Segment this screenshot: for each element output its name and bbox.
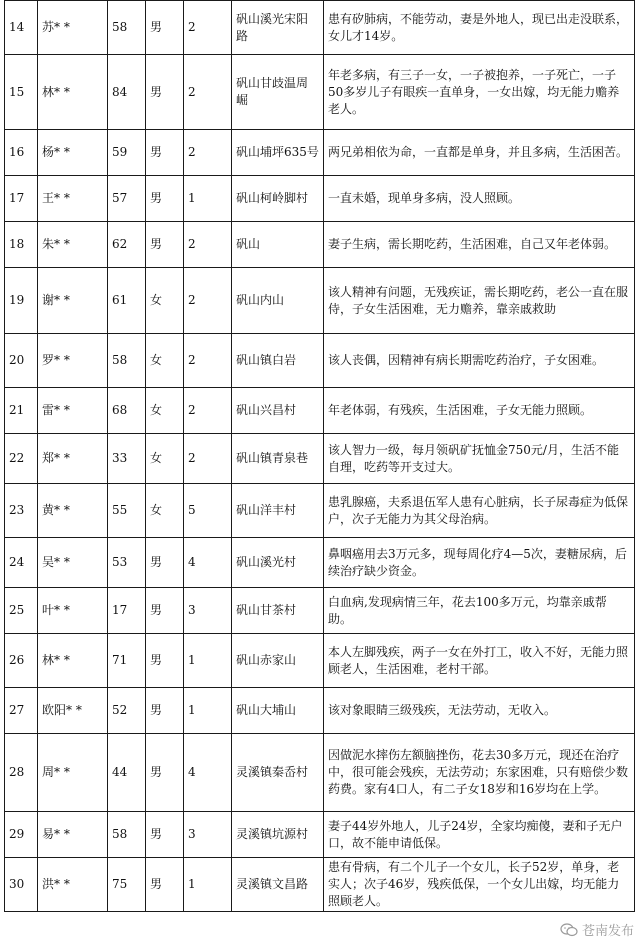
- cell-situation: 该对象眼睛三级残疾，无法劳动，无收入。: [324, 688, 635, 734]
- watermark: [560, 920, 634, 939]
- cell-household-size: 1: [184, 176, 232, 222]
- cell-name: 雷* *: [38, 388, 108, 434]
- cell-sex: 男: [146, 176, 184, 222]
- table-row: [5, 538, 635, 588]
- cell-age: 58: [108, 1, 146, 55]
- cell-household-size: 3: [184, 812, 232, 858]
- cell-name: 易* *: [38, 812, 108, 858]
- cell-household-size: 2: [184, 1, 232, 55]
- table-row: [5, 268, 635, 334]
- cell-address: 矾山甘歧温周崛: [232, 55, 324, 130]
- cell-situation: 一直未婚，现单身多病，没人照顾。: [324, 176, 635, 222]
- cell-name: 周* *: [38, 734, 108, 812]
- cell-age: 33: [108, 434, 146, 484]
- cell-name: 吴* *: [38, 538, 108, 588]
- table-row: [5, 434, 635, 484]
- cell-age: 75: [108, 858, 146, 912]
- cell-index: 21: [5, 388, 38, 434]
- cell-situation: 鼻咽癌用去3万元多，现每周化疗4—5次，妻糖尿病，后续治疗缺少资金。: [324, 538, 635, 588]
- cell-index: 24: [5, 538, 38, 588]
- cell-address: 灵溪镇秦岙村: [232, 734, 324, 812]
- cell-household-size: 2: [184, 130, 232, 176]
- cell-situation: 妻子生病，需长期吃药，生活困难，自己又年老体弱。: [324, 222, 635, 268]
- cell-address: 矾山大埔山: [232, 688, 324, 734]
- cell-age: 58: [108, 334, 146, 388]
- cell-age: 44: [108, 734, 146, 812]
- cell-name: 郑* *: [38, 434, 108, 484]
- cell-age: 68: [108, 388, 146, 434]
- cell-situation: 患有矽肺病，不能劳动，妻是外地人，现已出走没联系，女儿才14岁。: [324, 1, 635, 55]
- cell-address: 矾山内山: [232, 268, 324, 334]
- cell-index: 17: [5, 176, 38, 222]
- cell-address: 矾山洋丰村: [232, 484, 324, 538]
- cell-situation: 妻子44岁外地人，儿子24岁，全家均痴傻，妻和子无户口，故不能申请低保。: [324, 812, 635, 858]
- cell-sex: 女: [146, 334, 184, 388]
- cell-sex: 男: [146, 588, 184, 634]
- cell-address: 矾山甘茶村: [232, 588, 324, 634]
- table-row: [5, 858, 635, 912]
- cell-name: 欧阳* *: [38, 688, 108, 734]
- relief-roster-table: [4, 0, 635, 912]
- cell-name: 叶* *: [38, 588, 108, 634]
- cell-household-size: 5: [184, 484, 232, 538]
- cell-household-size: 2: [184, 55, 232, 130]
- table-row: [5, 55, 635, 130]
- cell-address: 矾山赤家山: [232, 634, 324, 688]
- table-row: [5, 222, 635, 268]
- cell-index: 23: [5, 484, 38, 538]
- cell-household-size: 1: [184, 688, 232, 734]
- cell-address: 矾山埔坪635号: [232, 130, 324, 176]
- cell-index: 14: [5, 1, 38, 55]
- cell-sex: 男: [146, 55, 184, 130]
- table-row: [5, 734, 635, 812]
- cell-address: 矾山柯岭脚村: [232, 176, 324, 222]
- cell-address: 灵溪镇坑源村: [232, 812, 324, 858]
- cell-age: 61: [108, 268, 146, 334]
- cell-index: 25: [5, 588, 38, 634]
- cell-household-size: 3: [184, 588, 232, 634]
- cell-situation: 年老体弱，有残疾，生活困难，子女无能力照顾。: [324, 388, 635, 434]
- cell-household-size: 2: [184, 268, 232, 334]
- cell-index: 29: [5, 812, 38, 858]
- cell-situation: 该人智力一级，每月领矾矿抚恤金750元/月，生活不能自理，吃药等开支过大。: [324, 434, 635, 484]
- cell-index: 26: [5, 634, 38, 688]
- cell-sex: 男: [146, 130, 184, 176]
- cell-age: 53: [108, 538, 146, 588]
- cell-age: 71: [108, 634, 146, 688]
- table-body: [5, 1, 635, 912]
- cell-sex: 女: [146, 484, 184, 538]
- cell-situation: 因做泥水摔伤左额脑挫伤，花去30多万元，现还在治疗中，很可能会残疾，无法劳动；东家困难，只有赔偿少数药费。家有4口人，有二子女18岁和16岁均在上学。: [324, 734, 635, 812]
- cell-age: 84: [108, 55, 146, 130]
- cell-address: 矾山兴昌村: [232, 388, 324, 434]
- cell-address: 矾山溪光宋阳路: [232, 1, 324, 55]
- cell-situation: 患乳腺癌，夫系退伍军人患有心脏病，长子尿毒症为低保户，次子无能力为其父母治病。: [324, 484, 635, 538]
- cell-situation: 两兄弟相依为命，一直都是单身，并且多病，生活困苦。: [324, 130, 635, 176]
- cell-index: 15: [5, 55, 38, 130]
- cell-index: 16: [5, 130, 38, 176]
- cell-name: 王* *: [38, 176, 108, 222]
- table-row: [5, 484, 635, 538]
- cell-index: 28: [5, 734, 38, 812]
- cell-address: 灵溪镇文昌路: [232, 858, 324, 912]
- cell-household-size: 1: [184, 634, 232, 688]
- cell-age: 17: [108, 588, 146, 634]
- cell-name: 谢* *: [38, 268, 108, 334]
- cell-situation: 本人左脚残疾，两子一女在外打工，收入不好，无能力照顾老人，生活困难，老村干部。: [324, 634, 635, 688]
- cell-sex: 女: [146, 434, 184, 484]
- cell-index: 27: [5, 688, 38, 734]
- cell-name: 朱* *: [38, 222, 108, 268]
- cell-household-size: 4: [184, 734, 232, 812]
- table-row: [5, 388, 635, 434]
- cell-age: 62: [108, 222, 146, 268]
- cell-address: 矾山溪光村: [232, 538, 324, 588]
- cell-sex: 男: [146, 688, 184, 734]
- table-row: [5, 130, 635, 176]
- cell-situation: 患有骨病，有二个儿子一个女儿，长子52岁，单身，老实人；次子46岁，残疾低保，一个女儿出嫁，均无能力照顾老人。: [324, 858, 635, 912]
- cell-age: 55: [108, 484, 146, 538]
- table-row: [5, 688, 635, 734]
- cell-household-size: 1: [184, 858, 232, 912]
- cell-sex: 男: [146, 734, 184, 812]
- table-row: [5, 176, 635, 222]
- cell-index: 18: [5, 222, 38, 268]
- cell-name: 洪* *: [38, 858, 108, 912]
- cell-index: 19: [5, 268, 38, 334]
- cell-name: 罗* *: [38, 334, 108, 388]
- cell-household-size: 4: [184, 538, 232, 588]
- cell-sex: 男: [146, 538, 184, 588]
- table-row: [5, 1, 635, 55]
- cell-situation: 该人精神有问题，无残疾证，需长期吃药，老公一直在服侍，子女生活困难，无力赡养，靠亲戚救助: [324, 268, 635, 334]
- cell-index: 22: [5, 434, 38, 484]
- table-row: [5, 634, 635, 688]
- cell-address: 矾山: [232, 222, 324, 268]
- wechat-icon: [560, 923, 578, 937]
- cell-name: 林* *: [38, 634, 108, 688]
- cell-name: 杨* *: [38, 130, 108, 176]
- cell-name: 苏* *: [38, 1, 108, 55]
- cell-age: 52: [108, 688, 146, 734]
- cell-address: 矾山镇白岩: [232, 334, 324, 388]
- cell-address: 矾山镇青泉巷: [232, 434, 324, 484]
- watermark-text: 苍南发布: [581, 924, 634, 939]
- cell-sex: 女: [146, 268, 184, 334]
- cell-name: 林* *: [38, 55, 108, 130]
- cell-sex: 男: [146, 634, 184, 688]
- cell-situation: 白血病,发现病情三年，花去100多万元，均靠亲戚帮助。: [324, 588, 635, 634]
- cell-sex: 男: [146, 812, 184, 858]
- cell-sex: 女: [146, 388, 184, 434]
- table-row: [5, 334, 635, 388]
- cell-index: 20: [5, 334, 38, 388]
- cell-household-size: 2: [184, 222, 232, 268]
- cell-situation: 该人丧偶，因精神有病长期需吃药治疗，子女困难。: [324, 334, 635, 388]
- table-row: [5, 588, 635, 634]
- cell-age: 57: [108, 176, 146, 222]
- cell-name: 黄* *: [38, 484, 108, 538]
- cell-age: 58: [108, 812, 146, 858]
- cell-sex: 男: [146, 858, 184, 912]
- table-row: [5, 812, 635, 858]
- cell-household-size: 2: [184, 388, 232, 434]
- cell-age: 59: [108, 130, 146, 176]
- cell-situation: 年老多病，有三子一女，一子被抱养，一子死亡，一子50多岁儿子有眼疾一直单身，一女出嫁，均无能力赡养老人。: [324, 55, 635, 130]
- cell-household-size: 2: [184, 434, 232, 484]
- cell-household-size: 2: [184, 334, 232, 388]
- cell-sex: 男: [146, 222, 184, 268]
- cell-index: 30: [5, 858, 38, 912]
- cell-sex: 男: [146, 1, 184, 55]
